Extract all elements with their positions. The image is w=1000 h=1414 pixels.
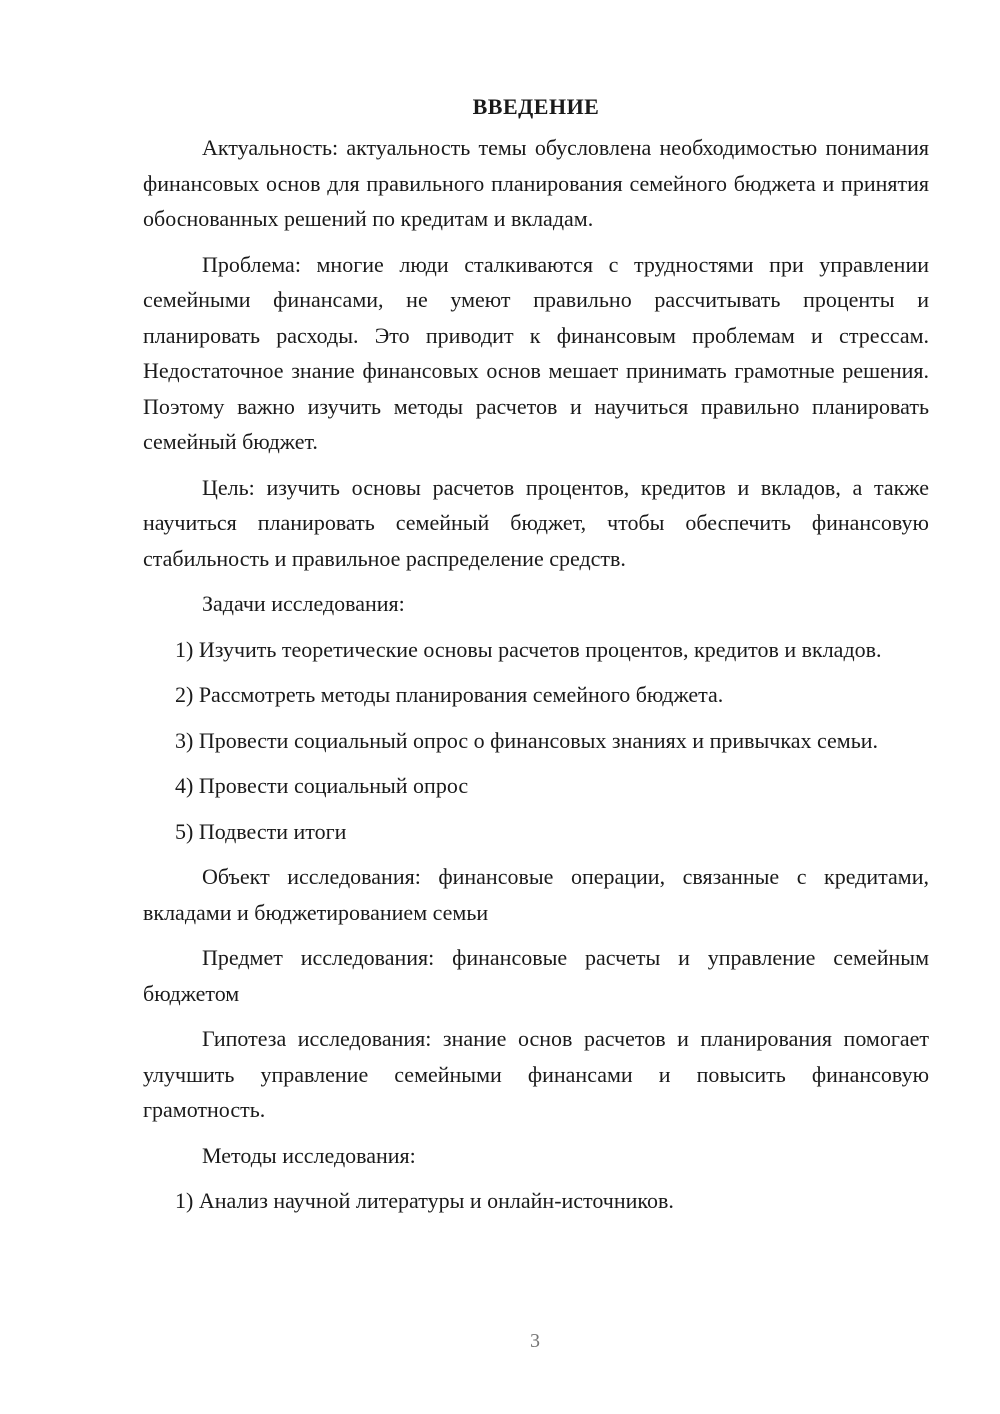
task-item-1: 1) Изучить теоретические основы расчетов процентов, кредитов и вкладов. xyxy=(175,636,882,662)
section-heading: ВВЕДЕНИЕ xyxy=(472,94,600,119)
paragraph-hypothesis: Гипотеза исследования: знание основ расчетов и планирования помогает улучшить управление семейными финансами и повысить финансовую грамотность. xyxy=(143,1026,929,1122)
methods-label: Методы исследования: xyxy=(202,1142,416,1168)
task-item-5: 5) Подвести итоги xyxy=(175,818,347,844)
paragraph-problem: Проблема: многие люди сталкиваются с трудностями при управлении семейными финансами, не умеют правильно рассчитывать проценты и планировать расходы. Это приводит к финансовым проблемам и стрессам. Недостаточное знание финансовых основ мешает принимать грамотные решения. Поэтому важно изучить методы расчетов и научиться правильно планировать семейный бюджет. xyxy=(143,251,929,454)
paragraph-goal: Цель: изучить основы расчетов процентов, кредитов и вкладов, а также научиться планировать семейный бюджет, чтобы обеспечить финансовую стабильность и правильное распределение средств. xyxy=(143,474,929,571)
task-item-4: 4) Провести социальный опрос xyxy=(175,773,469,798)
task-item-3: 3) Провести социальный опрос о финансовых знаниях и привычках семьи. xyxy=(175,727,879,753)
paragraph-relevance: Актуальность: актуальность темы обусловлена необходимостью понимания финансовых основ для правильного планирования семейного бюджета и принятия обоснованных решений по кредитам и вкладам. xyxy=(143,135,929,231)
page-number: 3 xyxy=(530,1330,540,1352)
paragraph-subject: Предмет исследования: финансовые расчеты и управление семейным бюджетом xyxy=(143,945,929,1006)
page-content xyxy=(143,92,929,1229)
paragraph-object: Объект исследования: финансовые операции, связанные с кредитами, вкладами и бюджетированием семьи xyxy=(143,864,929,925)
task-item-2: 2) Рассмотреть методы планирования семейного бюджета. xyxy=(175,682,724,707)
tasks-label: Задачи исследования: xyxy=(202,591,405,616)
method-item-1: 1) Анализ научной литературы и онлайн-источников. xyxy=(175,1188,674,1213)
